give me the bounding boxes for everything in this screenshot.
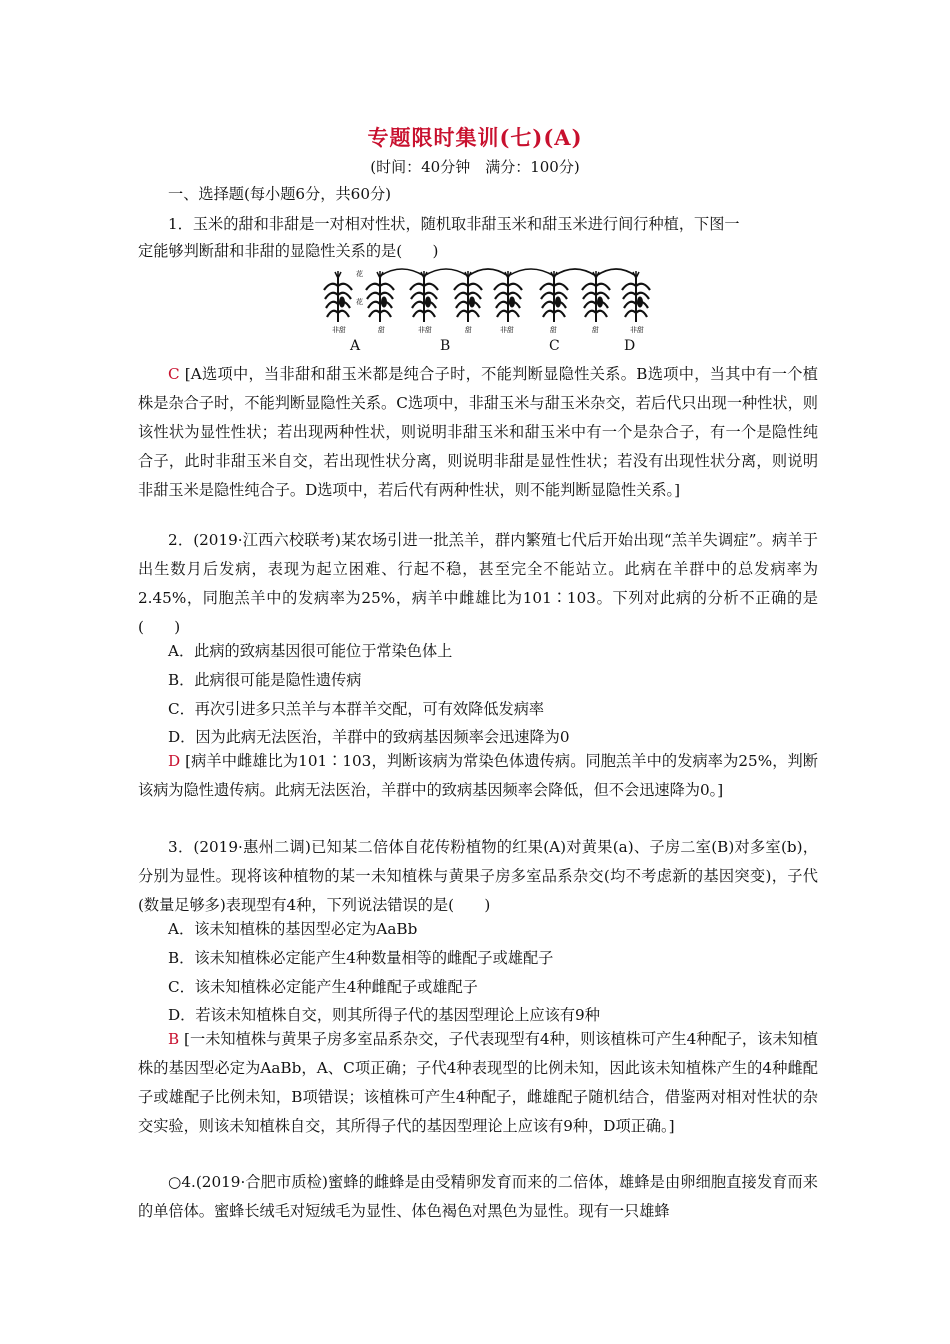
page-subtitle: (时间：40分钟 满分：100分) xyxy=(370,158,580,176)
q2-option-a: A．此病的致病基因很可能位于常染色体上 xyxy=(168,642,453,660)
plant-label: 非甜 xyxy=(500,326,514,334)
figure-label-a: A xyxy=(350,338,361,354)
q3-option-b: B．该未知植株必定能产生4种数量相等的雌配子或雄配子 xyxy=(168,949,554,967)
q1-stem-line1: 1．玉米的甜和非甜是一对相对性状，随机取非甜玉米和甜玉米进行间行种植，下图一 xyxy=(168,215,740,233)
pollination-arrow-icon xyxy=(554,269,596,276)
q3-answer-block xyxy=(138,1025,818,1141)
figure-label-b: B xyxy=(440,338,451,354)
figure-label-d: D xyxy=(624,338,636,354)
page-title: 专题限时集训(七)(A) xyxy=(367,125,583,150)
section-heading: 一、选择题(每小题6分，共60分) xyxy=(168,185,392,203)
pollination-arrow-icon xyxy=(424,269,468,276)
pollination-arrow-icon xyxy=(596,269,636,276)
q2-stem: 2．(2019·江西六校联考)某农场引进一批羔羊，群内繁殖七代后开始出现“羔羊失调症”。病羊于出生数月后发病，表现为起立困难、行起不稳，甚至完全不能站立。此病在羊群中的总发病率为2.45%，同胞羔羊中的发病率为25%，病羊中雌雄比为101∶103。下列对此病的分析不正确的是( ) xyxy=(138,531,818,636)
q2-answer-block xyxy=(138,747,818,805)
plant-label: 非甜 xyxy=(630,326,644,334)
q3-option-d: D．若该未知植株自交，则其所得子代的基因型理论上应该有9种 xyxy=(168,1006,600,1024)
q4-stem: ○4.(2019·合肥市质检)蜜蜂的雌蜂是由受精卵发育而来的二倍体，雄蜂是由卵细胞直接发育而来的单倍体。蜜蜂长绒毛对短绒毛为显性、体色褐色对黑色为显性。现有一只雄蜂 xyxy=(138,1173,818,1220)
corn-plant-icon xyxy=(540,271,568,322)
corn-plant-icon xyxy=(410,271,438,322)
corn-plant-icon xyxy=(622,271,650,322)
plant-label: 甜 xyxy=(592,326,599,334)
q2-option-b: B．此病很可能是隐性遗传病 xyxy=(168,671,362,689)
q3-stem: 3．(2019·惠州二调)已知某二倍体自花传粉植物的红果(A)对黄果(a)、子房二室(B)对多室(b)，分别为显性。现将该种植物的某一未知植株与黄果子房多室品系杂交(均不考虑新的基因突变)，子代(数量足够多)表现型有4种，下列说法错误的是( ) xyxy=(138,838,818,914)
q2-answer: D xyxy=(168,752,181,770)
corn-plant-icon xyxy=(324,271,352,322)
corn-plant-icon xyxy=(454,271,482,322)
plant-label: 非甜 xyxy=(418,326,432,334)
q2-option-d: D．因为此病无法医治，羊群中的致病基因频率会迅速降为0 xyxy=(168,728,570,746)
q1-answer: C xyxy=(168,365,180,383)
q3-option-c: C．该未知植株必定能产生4种雌配子或雄配子 xyxy=(168,978,478,996)
corn-plant-icon xyxy=(582,271,610,322)
plant-label: 甜 xyxy=(465,326,472,334)
pollination-arrow-icon xyxy=(468,269,508,276)
q3-answer: B xyxy=(168,1030,180,1048)
flower-label-top: 花 xyxy=(356,270,363,278)
pollination-arrow-icon xyxy=(380,269,424,276)
q1-answer-block xyxy=(138,360,818,505)
corn-plant-icon xyxy=(494,271,522,322)
q3-option-a: A．该未知植株的基因型必定为AaBb xyxy=(168,920,418,938)
plant-label: 甜 xyxy=(550,326,557,334)
pollination-arrow-icon xyxy=(508,269,554,276)
q2-option-c: C．再次引进多只羔羊与本群羊交配，可有效降低发病率 xyxy=(168,700,545,718)
corn-planting-figure xyxy=(318,266,658,336)
figure-label-c: C xyxy=(549,338,560,354)
flower-label-bottom: 花 xyxy=(356,298,363,306)
q1-explanation: [A选项中，当非甜和甜玉米都是纯合子时，不能判断显隐性关系。B选项中，当其中有一个植株是杂合子时，不能判断显隐性关系。C选项中，非甜玉米与甜玉米杂交，若后代只出现一种性状，则该性状为显性性状；若出现两种性状，则说明非甜玉米和甜玉米中有一个是杂合子，有一个是隐性纯合子，此时非甜玉米自交，若出现性状分离，则说明非甜是显性性状；若没有出现性状分离，则说明非甜玉米是隐性纯合子。D选项中，若后代有两种性状，则不能判断显隐性关系。] xyxy=(138,365,818,499)
q3-explanation: [一未知植株与黄果子房多室品系杂交，子代表现型有4种，则该植株可产生4种配子，该未知植株的基因型必定为AaBb，A、C项正确；子代4种表现型的比例未知，因此该未知植株产生的4种雌配子或雄配子比例未知，B项错误；该植株可产生4种配子，雌雄配子随机结合，借鉴两对相对性状的杂交实验，则该未知植株自交，其所得子代的基因型理论上应该有9种，D项正确。] xyxy=(138,1030,818,1135)
figure-option-labels xyxy=(0,338,950,360)
q1-stem-line2: 定能够判断甜和非甜的显隐性关系的是( ) xyxy=(138,242,439,260)
plant-label: 非甜 xyxy=(332,326,346,334)
q2-explanation: [病羊中雌雄比为101∶103，判断该病为常染色体遗传病。同胞羔羊中的发病率为25%，判断该病为隐性遗传病。此病无法医治，羊群中的致病基因频率会降低，但不会迅速降为0。] xyxy=(138,752,818,799)
corn-plant-icon xyxy=(366,271,394,322)
plant-label: 甜 xyxy=(378,326,385,334)
